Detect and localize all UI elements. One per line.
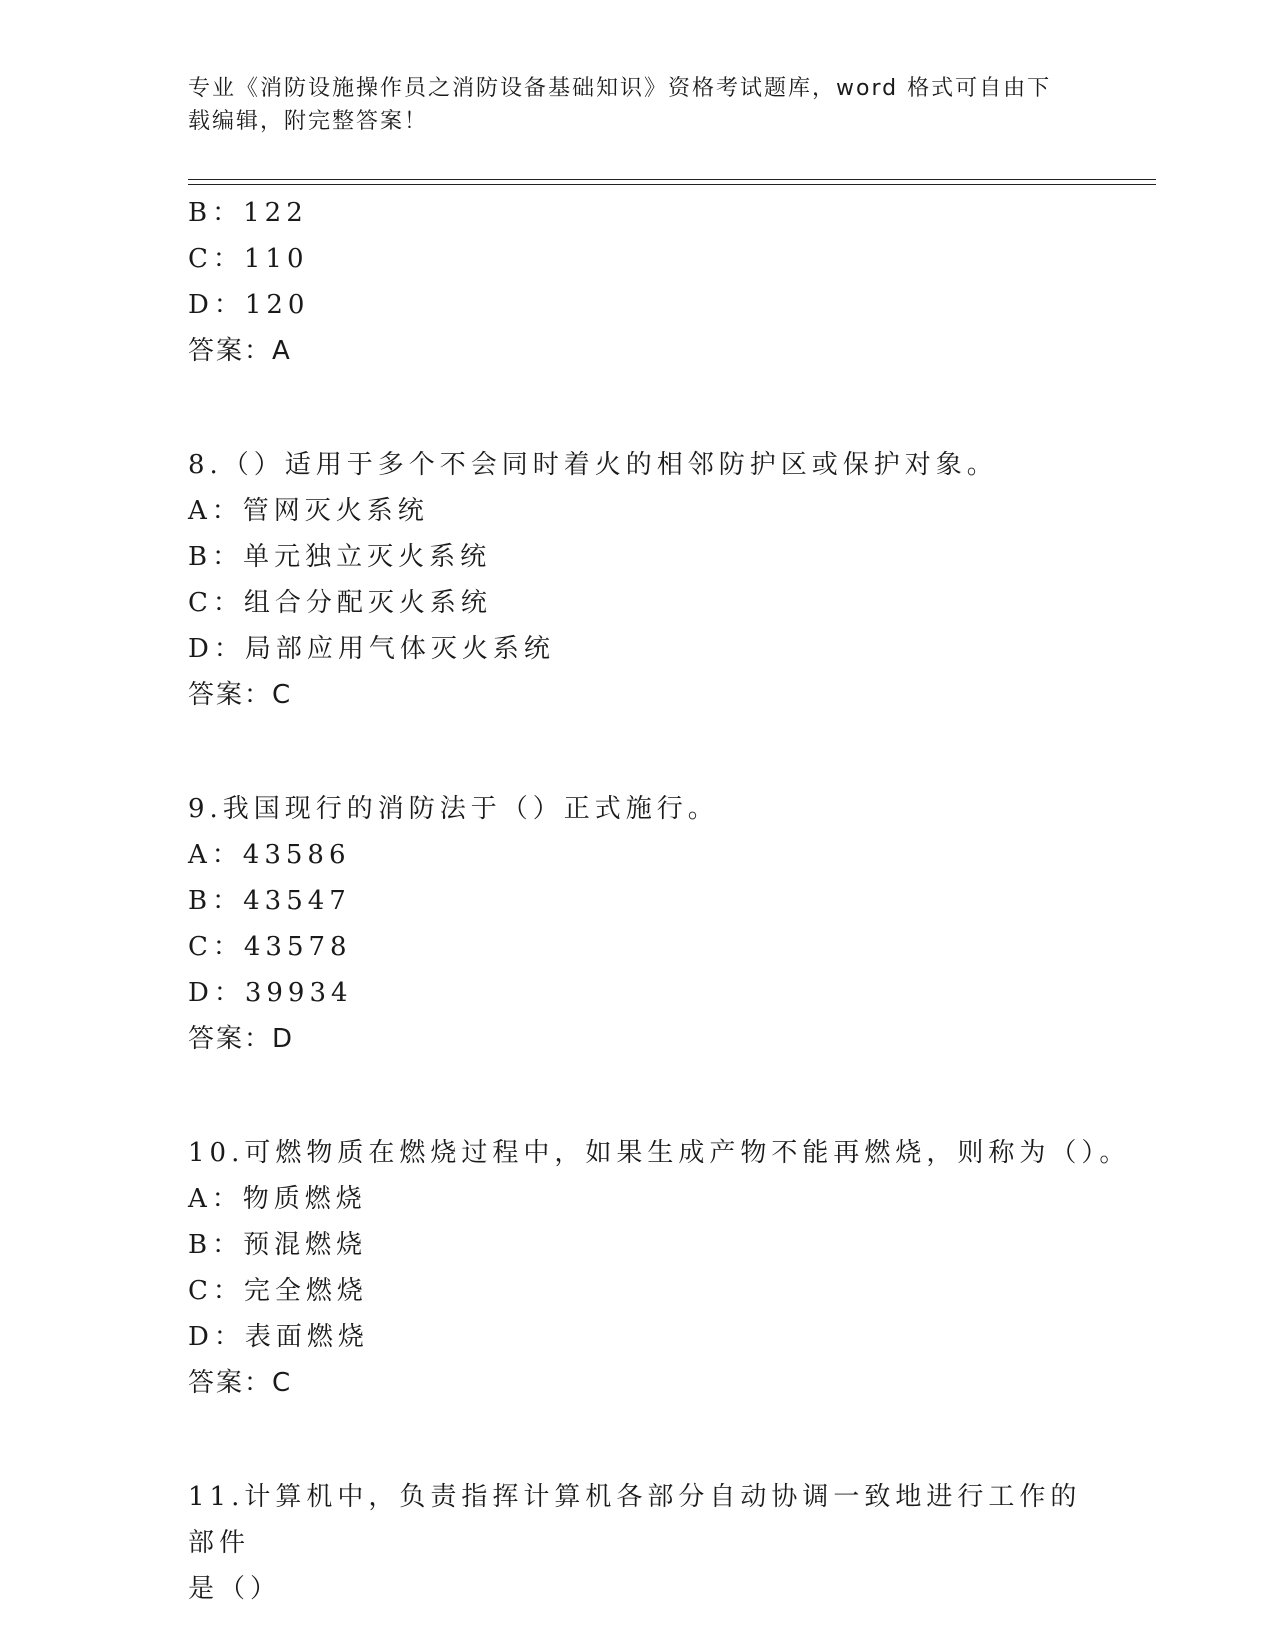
option-d: D：表面燃烧 (188, 1322, 369, 1352)
question-11 (188, 1474, 1148, 1612)
header-line-1: 专业《消防设施操作员之消防设备基础知识》资格考试题库，word 格式可自由下 (188, 76, 1052, 101)
question-stem-line-2: 是（） (188, 1574, 282, 1604)
option-b: B：43547 (188, 886, 351, 916)
answer-line: 答案：D (188, 1024, 295, 1054)
option-a: A：物质燃烧 (188, 1184, 367, 1214)
question-8 (188, 442, 1148, 718)
option-d: D：局部应用气体灭火系统 (188, 634, 555, 664)
question-list (188, 190, 1148, 1612)
question-stem: 10.可燃物质在燃烧过程中，如果生成产物不能再燃烧，则称为（）。 (188, 1138, 1131, 1168)
question-stem (188, 1474, 1088, 1612)
page-header (188, 72, 1088, 138)
question-10 (188, 1130, 1148, 1406)
answer-line: 答案：C (188, 1368, 293, 1398)
option-c: C：组合分配灭火系统 (188, 588, 492, 618)
option-b: B：单元独立灭火系统 (188, 542, 492, 572)
question-9 (188, 786, 1148, 1062)
option-b: B：预混燃烧 (188, 1230, 368, 1260)
option-a: A：43586 (188, 840, 351, 870)
question-7-tail (188, 190, 1148, 374)
option-c: C：110 (188, 244, 309, 274)
question-stem-line-1: 11.计算机中，负责指挥计算机各部分自动协调一致地进行工作的部件 (188, 1482, 1082, 1558)
header-divider-top (188, 179, 1156, 180)
option-b: B：122 (188, 198, 308, 228)
option-c: C：完全燃烧 (188, 1276, 368, 1306)
option-d: D：39934 (188, 978, 353, 1008)
answer-line: 答案：C (188, 680, 293, 710)
header-line-2: 载编辑，附完整答案！ (188, 109, 429, 134)
option-c: C：43578 (188, 932, 352, 962)
question-stem: 9.我国现行的消防法于（）正式施行。 (188, 794, 719, 824)
question-stem: 8.（）适用于多个不会同时着火的相邻防护区或保护对象。 (188, 450, 998, 480)
answer-line: 答案：A (188, 336, 292, 366)
option-d: D：120 (188, 290, 310, 320)
option-a: A：管网灭火系统 (188, 496, 429, 526)
header-divider-bottom (188, 184, 1156, 185)
